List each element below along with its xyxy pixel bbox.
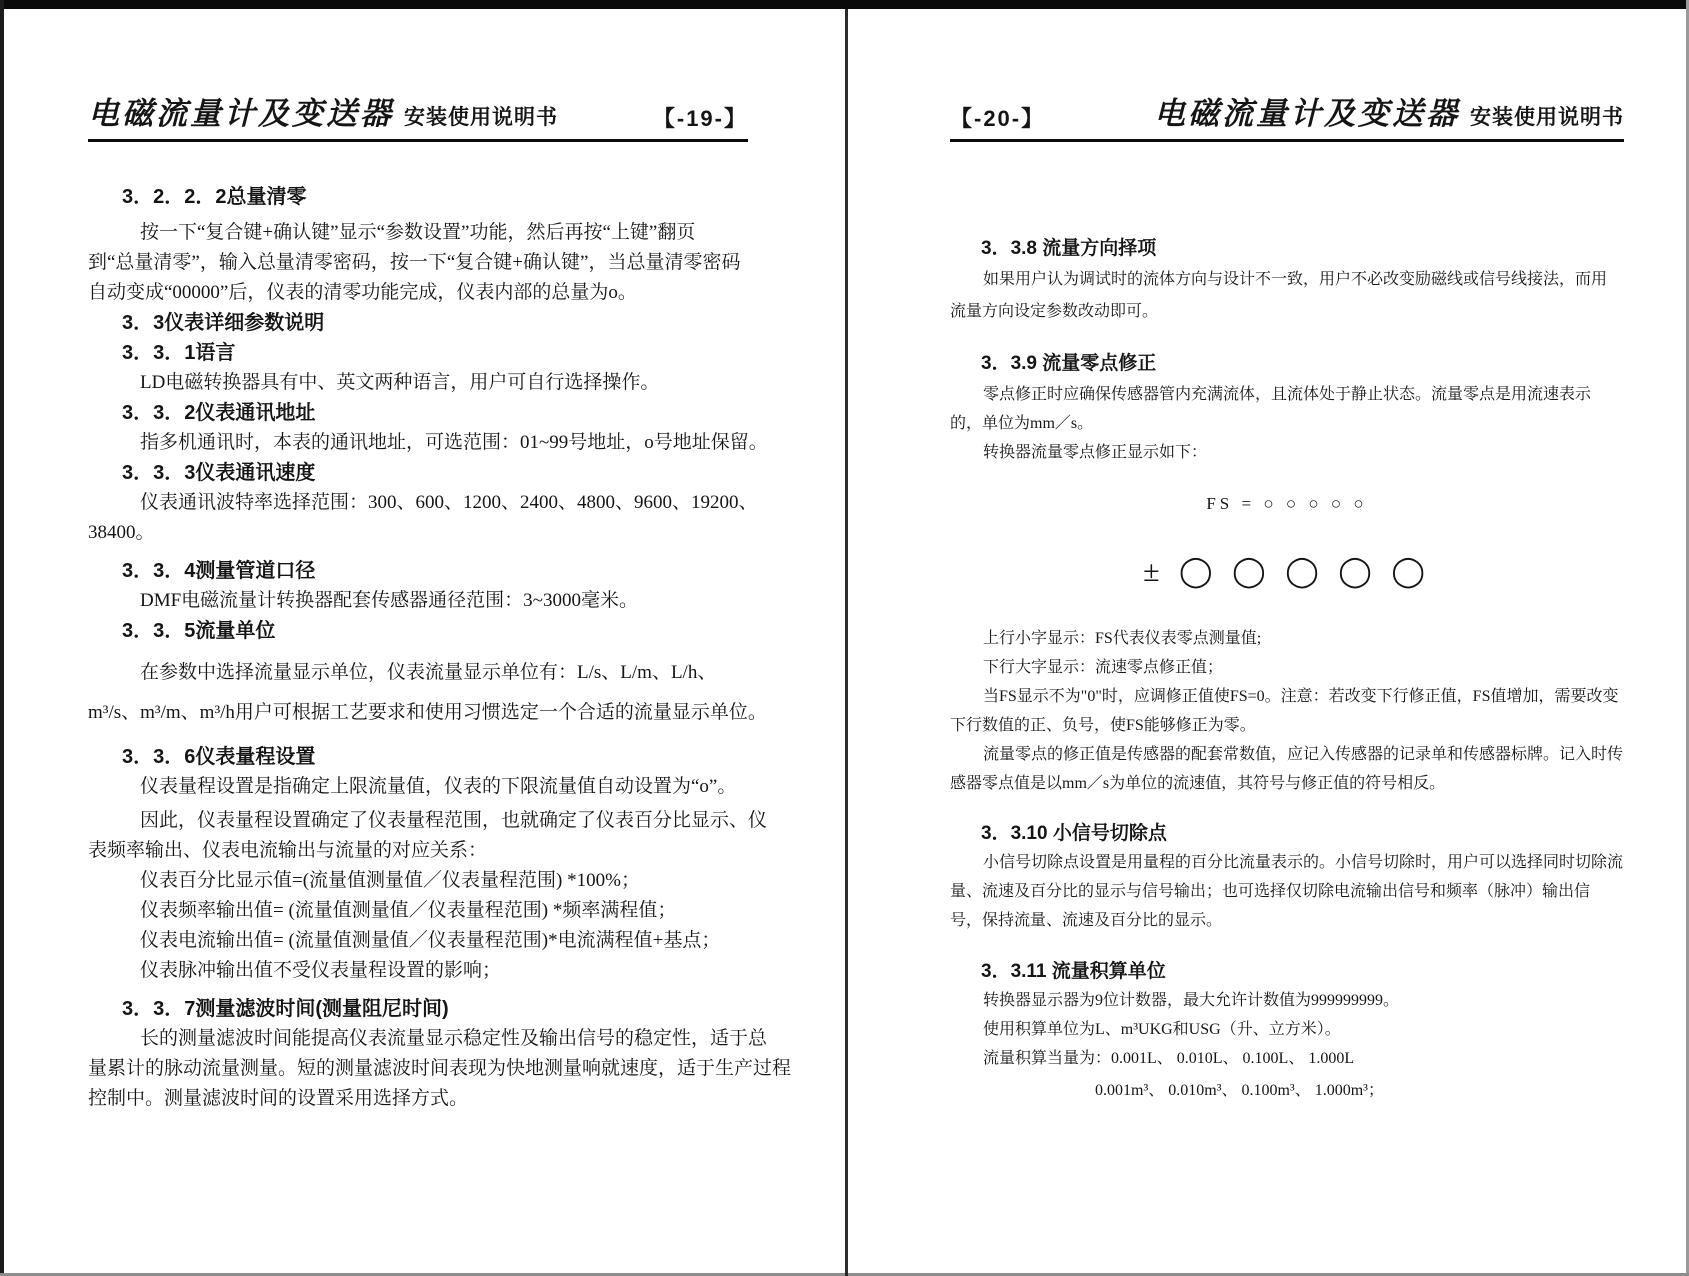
paragraph-line: 零点修正时应确保传感器管内充满流体，且流体处于静止状态。流量零点是用流速表示: [983, 386, 1592, 403]
doc-title-group: [88, 88, 558, 133]
paragraph-line: 表频率输出、仪表电流输出与流量的对应关系：: [88, 840, 488, 861]
page-header-left: [88, 88, 748, 142]
paragraph-line: 量累计的脉动流量测量。短的测量滤波时间表现为快地测量响就速度，适于生产过程: [88, 1058, 792, 1079]
paragraph-line: 仪表通讯波特率选择范围：300、600、1200、2400、4800、9600、19200、: [140, 492, 758, 513]
paragraph-line: 当FS显示不为"0"时，应调修正值使FS=0。注意：若改变下行修正值，FS值增加，需要改变: [983, 688, 1619, 705]
paragraph-line: 量、流速及百分比的显示与信号输出；也可选择仅切除电流输出信号和频率（脉冲）输出信: [950, 883, 1591, 900]
paragraph-line: m³/s、m³/m、m³/h用户可根据工艺要求和使用习惯选定一个合适的流量显示单位。: [88, 702, 767, 723]
paragraph-line: 小信号切除点设置是用量程的百分比流量表示的。小信号切除时，用户可以选择同时切除流: [983, 854, 1624, 871]
paragraph-line: 转换器显示器为9位计数器，最大允许计数值为999999999。: [983, 992, 1400, 1009]
formula-line: 仪表百分比显示值=(流量值测量值／仪表量程范围) *100%；: [140, 870, 640, 891]
doc-title: 电磁流量计及变送器: [1154, 96, 1460, 131]
section-heading: 3．3.11 流量积算单位: [981, 961, 1166, 982]
paragraph-line: 在参数中选择流量显示单位，仪表流量显示单位有：L/s、L/m、L/h、: [140, 662, 717, 683]
page-20: [848, 0, 1689, 1276]
paragraph-line: 号，保持流量、流速及百分比的显示。: [950, 912, 1223, 929]
paragraph-line: 流量方向设定参数改动即可。: [950, 303, 1159, 320]
paragraph-line: 长的测量滤波时间能提高仪表流量显示稳定性及输出信号的稳定性，适于总: [140, 1028, 768, 1049]
doc-subtitle: 安装使用说明书: [404, 106, 558, 129]
paragraph-line: 上行小字显示：FS代表仪表零点测量值;: [983, 630, 1262, 647]
paragraph-line: 使用积算单位为L、m³UKG和USG（升、立方米）。: [983, 1021, 1341, 1038]
section-heading: 3．3.8 流量方向择项: [981, 238, 1157, 259]
formula-line: 仪表脉冲输出值不受仪表量程设置的影响；: [140, 960, 502, 981]
section-heading: 3．2．2．2总量清零: [122, 186, 307, 208]
paragraph-line: 感器零点值是以mm／s为单位的流速值，其符号与修正值的符号相反。: [950, 775, 1446, 792]
paragraph-line: LD电磁转换器具有中、英文两种语言，用户可自行选择操作。: [140, 372, 660, 393]
section-heading: 3．3．6仪表量程设置: [122, 746, 316, 768]
paragraph-line: 下行大字显示：流速零点修正值；: [983, 659, 1224, 676]
paragraph-line: 0.001m³、 0.010m³、 0.100m³、 1.000m³；: [1095, 1082, 1384, 1099]
paragraph-line: 因此，仪表量程设置确定了仪表量程范围，也就确定了仪表百分比显示、仪: [140, 810, 768, 831]
section-heading: 3．3.9 流量零点修正: [981, 353, 1157, 374]
paragraph-line: 自动变成“00000”后，仪表的清零功能完成，仪表内部的总量为o。: [88, 282, 637, 303]
section-heading: 3．3仪表详细参数说明: [122, 312, 325, 334]
zero-point-display-small: FS = ○ ○ ○ ○ ○: [1206, 494, 1368, 513]
paragraph-line: 38400。: [88, 522, 155, 543]
paragraph-line: 转换器流量零点修正显示如下：: [983, 444, 1208, 461]
page-number: 【-19-】: [652, 106, 748, 131]
section-heading: 3．3．3仪表通讯速度: [122, 462, 316, 484]
section-heading: 3．3．7测量滤波时间(测量阻尼时间): [122, 998, 449, 1020]
paragraph-line: 控制中。测量滤波时间的设置采用选择方式。: [88, 1088, 469, 1109]
paragraph-line: 的，单位为mm／s。: [950, 415, 1094, 432]
page-number: 【-20-】: [950, 106, 1046, 131]
paragraph-line: 指多机通讯时，本表的通讯地址，可选范围：01~99号地址，o号地址保留。: [140, 432, 768, 453]
paragraph-line: DMF电磁流量计转换器配套传感器通径范围：3~3000毫米。: [140, 590, 638, 611]
zero-point-display-large: ± ◯ ◯ ◯ ◯ ◯: [1143, 555, 1431, 588]
paragraph-line: 下行数值的正、负号，使FS能够修正为零。: [950, 717, 1256, 734]
paragraph-line: 按一下“复合键+确认键”显示“参数设置”功能，然后再按“上键”翻页: [140, 222, 696, 243]
formula-line: 仪表频率输出值= (流量值测量值／仪表量程范围) *频率满程值；: [140, 900, 677, 921]
section-heading: 3．3.10 小信号切除点: [981, 823, 1167, 844]
paragraph-line: 如果用户认为调试时的流体方向与设计不一致，用户不必改变励磁线或信号线接法，而用: [983, 271, 1608, 288]
doc-subtitle: 安装使用说明书: [1470, 106, 1624, 129]
page-19: [4, 0, 845, 1276]
paragraph-line: 仪表量程设置是指确定上限流量值，仪表的下限流量值自动设置为“o”。: [140, 776, 737, 797]
formula-line: 仪表电流输出值= (流量值测量值／仪表量程范围)*电流满程值+基点；: [140, 930, 721, 951]
section-heading: 3．3．4测量管道口径: [122, 560, 316, 582]
paragraph-line: 流量零点的修正值是传感器的配套常数值，应记入传感器的记录单和传感器标牌。记入时传: [983, 746, 1624, 763]
doc-title-group: [1154, 88, 1624, 133]
page-content: [950, 234, 1624, 1105]
page-header-right: [950, 88, 1624, 142]
section-heading: 3．3．2仪表通讯地址: [122, 402, 316, 424]
paragraph-line: 到“总量清零”，输入总量清零密码，按一下“复合键+确认键”，当总量清零密码: [88, 252, 741, 273]
page-content: [88, 182, 792, 1114]
section-heading: 3．3．5流量单位: [122, 620, 276, 642]
section-heading: 3．3．1语言: [122, 342, 236, 364]
doc-title: 电磁流量计及变送器: [88, 96, 394, 131]
paragraph-line: 流量积算当量为：0.001L、 0.010L、 0.100L、 1.000L: [983, 1050, 1355, 1067]
